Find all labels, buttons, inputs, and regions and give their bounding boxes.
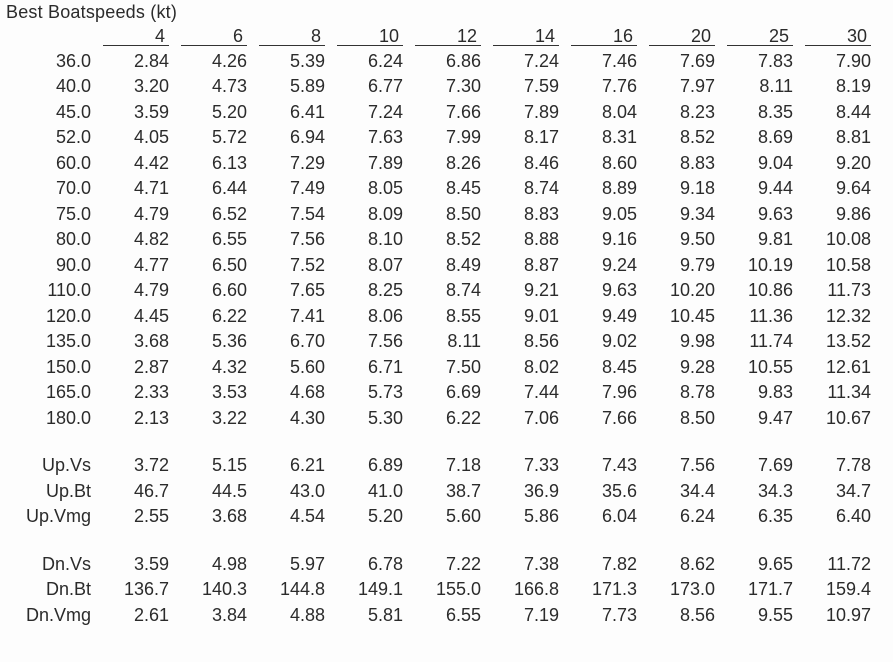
table-cell: 7.29 (289, 152, 326, 173)
table-cell: 6.50 (211, 254, 248, 275)
table-cell: 7.56 (289, 229, 326, 250)
table-cell: 8.49 (445, 254, 482, 275)
table-cell: 9.02 (601, 331, 638, 352)
table-cell: 6.60 (211, 280, 248, 301)
angle-row (26, 278, 871, 304)
wind-speed-header (169, 22, 247, 48)
table-cell: 5.72 (211, 127, 248, 148)
table-cell: 5.20 (367, 506, 404, 527)
table-cell: 10.08 (825, 229, 872, 250)
table-cell: 41.0 (367, 480, 404, 501)
angle-row-label: 165.0 (45, 382, 92, 403)
table-cell: 4.79 (133, 203, 170, 224)
table-cell: 8.02 (523, 356, 560, 377)
table-cell: 7.97 (679, 76, 716, 97)
angle-row-label: 90.0 (55, 254, 92, 275)
table-cell: 5.89 (289, 76, 326, 97)
table-cell: 8.83 (679, 152, 716, 173)
table-cell: 8.26 (445, 152, 482, 173)
table-cell: 11.73 (827, 280, 872, 301)
table-cell: 38.7 (445, 480, 482, 501)
angle-row-label: 135.0 (45, 331, 92, 352)
table-cell: 10.67 (825, 407, 872, 428)
table-cell: 36.9 (523, 480, 560, 501)
table-cell: 6.22 (445, 407, 482, 428)
table-cell: 8.81 (835, 127, 872, 148)
table-cell: 8.11 (447, 331, 482, 352)
table-cell: 11.36 (749, 305, 794, 326)
table-cell: 9.63 (757, 203, 794, 224)
table-cell: 166.8 (513, 579, 560, 600)
table-cell: 4.82 (133, 229, 170, 250)
angle-row (26, 99, 871, 125)
angle-row-label: 110.0 (47, 280, 92, 301)
angle-row-label: 36.0 (55, 50, 92, 71)
table-cell: 6.71 (367, 356, 404, 377)
angle-row-label: 40.0 (55, 76, 92, 97)
table-cell: 10.45 (669, 305, 716, 326)
table-cell: 8.74 (445, 280, 482, 301)
table-cell: 4.71 (133, 178, 170, 199)
wind-speed-label: 4 (103, 27, 169, 46)
table-cell: 6.86 (445, 50, 482, 71)
table-cell: 7.82 (601, 553, 638, 574)
table-cell: 7.59 (523, 76, 560, 97)
table-cell: 7.24 (523, 50, 560, 71)
wind-speed-header-row (26, 22, 871, 48)
table-cell: 7.33 (523, 455, 560, 476)
section-gap (26, 529, 871, 551)
table-cell: 136.7 (123, 579, 170, 600)
table-cell: 7.41 (289, 305, 326, 326)
table-cell: 35.6 (601, 480, 638, 501)
upwind-row (26, 504, 871, 530)
table-cell: 6.78 (367, 553, 404, 574)
table-cell: 9.86 (835, 203, 872, 224)
table-cell: 6.94 (289, 127, 326, 148)
wind-speed-header (325, 22, 403, 48)
table-cell: 9.44 (757, 178, 794, 199)
table-cell: 5.60 (445, 506, 482, 527)
wind-speed-label: 25 (727, 27, 793, 46)
angle-row (26, 405, 871, 431)
table-cell: 4.73 (211, 76, 248, 97)
table-cell: 7.65 (289, 280, 326, 301)
table-cell: 144.8 (279, 579, 326, 600)
table-cell: 3.68 (211, 506, 248, 527)
table-cell: 6.41 (289, 101, 326, 122)
table-cell: 7.24 (367, 101, 404, 122)
wind-speed-label: 20 (649, 27, 715, 46)
angle-row (26, 74, 871, 100)
table-cell: 8.07 (367, 254, 404, 275)
wind-speed-label: 6 (181, 27, 247, 46)
table-cell: 6.24 (367, 50, 404, 71)
wind-speed-header (403, 22, 481, 48)
angle-row-label: 150.0 (45, 356, 92, 377)
table-cell: 8.23 (679, 101, 716, 122)
table-cell: 8.44 (835, 101, 872, 122)
table-cell: 4.77 (133, 254, 170, 275)
table-cell: 171.3 (591, 579, 638, 600)
table-cell: 5.20 (211, 101, 248, 122)
table-cell: 8.46 (523, 152, 560, 173)
table-cell: 9.47 (757, 407, 794, 428)
table-cell: 6.40 (835, 506, 872, 527)
table-cell: 9.79 (679, 254, 716, 275)
table-cell: 3.68 (133, 331, 170, 352)
table-cell: 34.3 (757, 480, 794, 501)
table-cell: 10.19 (747, 254, 794, 275)
table-cell: 6.13 (211, 152, 248, 173)
angle-rows (26, 48, 871, 431)
table-cell: 8.31 (601, 127, 638, 148)
upwind-row (26, 478, 871, 504)
wind-speed-header (637, 22, 715, 48)
table-cell: 7.50 (445, 356, 482, 377)
table-cell: 9.49 (601, 305, 638, 326)
angle-row-label: 120.0 (45, 305, 92, 326)
header-corner (26, 22, 91, 48)
table-cell: 159.4 (825, 579, 872, 600)
table-cell: 7.56 (679, 455, 716, 476)
wind-speed-header (793, 22, 871, 48)
angle-row (26, 201, 871, 227)
wind-speed-label: 12 (415, 27, 481, 46)
table-cell: 4.30 (289, 407, 326, 428)
table-cell: 7.78 (835, 455, 872, 476)
angle-row-label: 180.0 (45, 407, 92, 428)
table-cell: 8.89 (601, 178, 638, 199)
upwind-row (26, 453, 871, 479)
table-cell: 5.73 (367, 382, 404, 403)
table-cell: 8.56 (523, 331, 560, 352)
table-cell: 5.39 (289, 50, 326, 71)
wind-speed-label: 10 (337, 27, 403, 46)
table-cell: 3.59 (133, 101, 170, 122)
table-cell: 2.61 (133, 604, 170, 625)
table-cell: 9.50 (679, 229, 716, 250)
table-cell: 10.58 (825, 254, 872, 275)
table-cell: 6.52 (211, 203, 248, 224)
table-cell: 2.33 (133, 382, 170, 403)
table-cell: 6.04 (601, 506, 638, 527)
table-cell: 7.90 (835, 50, 872, 71)
table-cell: 8.05 (367, 178, 404, 199)
table-cell: 3.53 (211, 382, 248, 403)
table-cell: 8.06 (367, 305, 404, 326)
table-cell: 7.99 (445, 127, 482, 148)
table-cell: 43.0 (289, 480, 326, 501)
table-cell: 7.56 (367, 331, 404, 352)
table-cell: 7.89 (367, 152, 404, 173)
table-cell: 7.43 (601, 455, 638, 476)
angle-row (26, 329, 871, 355)
table-cell: 155.0 (435, 579, 482, 600)
table-cell: 7.54 (289, 203, 326, 224)
upwind-row-label: Up.Vs (42, 455, 92, 476)
table-cell: 4.88 (289, 604, 326, 625)
table-cell: 3.20 (133, 76, 170, 97)
wind-speed-label: 30 (805, 27, 871, 46)
table-cell: 8.17 (523, 127, 560, 148)
wind-speed-header (247, 22, 325, 48)
table-cell: 8.19 (835, 76, 872, 97)
table-cell: 9.05 (601, 203, 638, 224)
table-cell: 8.52 (679, 127, 716, 148)
table-cell: 8.69 (757, 127, 794, 148)
table-cell: 9.64 (835, 178, 872, 199)
table-cell: 11.74 (749, 331, 794, 352)
table-cell: 7.46 (601, 50, 638, 71)
table-cell: 7.63 (367, 127, 404, 148)
table-cell: 7.66 (601, 407, 638, 428)
table-cell: 9.24 (601, 254, 638, 275)
table-cell: 4.98 (211, 553, 248, 574)
angle-row (26, 354, 871, 380)
table-cell: 6.44 (211, 178, 248, 199)
table-cell: 5.36 (211, 331, 248, 352)
table-cell: 8.60 (601, 152, 638, 173)
table-cell: 7.19 (523, 604, 560, 625)
upwind-row-label: Up.Bt (46, 480, 92, 501)
table-cell: 8.78 (679, 382, 716, 403)
angle-row-label: 60.0 (55, 152, 92, 173)
table-cell: 4.68 (289, 382, 326, 403)
table-cell: 8.50 (445, 203, 482, 224)
table-cell: 4.42 (133, 152, 170, 173)
table-cell: 9.55 (757, 604, 794, 625)
table-cell: 8.87 (523, 254, 560, 275)
table-cell: 34.4 (679, 480, 716, 501)
table-cell: 7.66 (445, 101, 482, 122)
table-cell: 8.55 (445, 305, 482, 326)
table-cell: 6.24 (679, 506, 716, 527)
table-cell: 7.89 (523, 101, 560, 122)
table-cell: 8.09 (367, 203, 404, 224)
table-cell: 9.63 (601, 280, 638, 301)
table-cell: 10.20 (669, 280, 716, 301)
downwind-row-label: Dn.Vs (42, 553, 92, 574)
table-cell: 12.32 (825, 305, 872, 326)
table-cell: 8.35 (757, 101, 794, 122)
downwind-rows (26, 551, 871, 628)
table-cell: 5.86 (523, 506, 560, 527)
table-cell: 3.59 (133, 553, 170, 574)
angle-row (26, 252, 871, 278)
table-cell: 13.52 (825, 331, 872, 352)
table-cell: 6.70 (289, 331, 326, 352)
table-cell: 11.34 (827, 382, 872, 403)
table-cell: 7.06 (523, 407, 560, 428)
angle-row (26, 48, 871, 74)
table-cell: 7.22 (445, 553, 482, 574)
table-title: Best Boatspeeds (kt) (6, 2, 178, 22)
table-cell: 6.55 (211, 229, 248, 250)
table-cell: 9.18 (679, 178, 716, 199)
table-cell: 7.69 (679, 50, 716, 71)
spacer-1 (26, 431, 871, 453)
table-cell: 7.44 (523, 382, 560, 403)
table-cell: 4.79 (133, 280, 170, 301)
table-cell: 6.77 (367, 76, 404, 97)
table-cell: 173.0 (669, 579, 716, 600)
angle-row (26, 303, 871, 329)
table-cell: 3.84 (211, 604, 248, 625)
table-cell: 5.30 (367, 407, 404, 428)
table-cell: 7.96 (601, 382, 638, 403)
table-cell: 9.83 (757, 382, 794, 403)
table-cell: 2.13 (133, 407, 170, 428)
angle-row-label: 45.0 (55, 101, 92, 122)
upwind-row-label: Up.Vmg (26, 506, 92, 527)
table-cell: 2.55 (133, 506, 170, 527)
table-cell: 6.55 (445, 604, 482, 625)
table-cell: 8.04 (601, 101, 638, 122)
table-cell: 5.15 (211, 455, 248, 476)
table-cell: 4.32 (211, 356, 248, 377)
table-cell: 8.74 (523, 178, 560, 199)
table-cell: 8.45 (445, 178, 482, 199)
spacer-2 (26, 529, 871, 551)
table-cell: 8.88 (523, 229, 560, 250)
table-cell: 4.54 (289, 506, 326, 527)
angle-row (26, 176, 871, 202)
table-cell: 9.98 (679, 331, 716, 352)
table-cell: 34.7 (835, 480, 872, 501)
downwind-row (26, 577, 871, 603)
table-cell: 9.01 (523, 305, 560, 326)
table-cell: 7.18 (445, 455, 482, 476)
angle-row (26, 125, 871, 151)
table-cell: 3.72 (133, 455, 170, 476)
wind-speed-label: 14 (493, 27, 559, 46)
table-cell: 10.97 (825, 604, 872, 625)
table-cell: 8.62 (679, 553, 716, 574)
section-gap (26, 431, 871, 453)
table-cell: 4.05 (133, 127, 170, 148)
table-cell: 7.76 (601, 76, 638, 97)
angle-row (26, 150, 871, 176)
table-cell: 7.38 (523, 553, 560, 574)
table-cell: 8.56 (679, 604, 716, 625)
wind-speed-label: 8 (259, 27, 325, 46)
table-cell: 2.87 (133, 356, 170, 377)
table-cell: 8.83 (523, 203, 560, 224)
downwind-row (26, 551, 871, 577)
table-cell: 6.35 (757, 506, 794, 527)
table-cell: 9.81 (757, 229, 794, 250)
angle-row (26, 227, 871, 253)
table-cell: 7.52 (289, 254, 326, 275)
table-cell: 8.10 (367, 229, 404, 250)
angle-row-label: 80.0 (55, 229, 92, 250)
table-cell: 6.69 (445, 382, 482, 403)
table-cell: 5.97 (289, 553, 326, 574)
table-cell: 9.65 (757, 553, 794, 574)
angle-row-label: 75.0 (55, 203, 92, 224)
table-cell: 8.45 (601, 356, 638, 377)
angle-row-label: 70.0 (55, 178, 92, 199)
table-cell: 2.84 (133, 50, 170, 71)
table-cell: 9.21 (523, 280, 560, 301)
table-cell: 7.83 (757, 50, 794, 71)
downwind-row-label: Dn.Bt (46, 579, 92, 600)
table-cell: 8.50 (679, 407, 716, 428)
table-cell: 5.60 (289, 356, 326, 377)
table-cell: 9.16 (601, 229, 638, 250)
table-cell: 8.52 (445, 229, 482, 250)
upwind-rows (26, 453, 871, 530)
angle-row (26, 380, 871, 406)
table-cell: 8.25 (367, 280, 404, 301)
table-cell: 171.7 (747, 579, 794, 600)
table-cell: 7.69 (757, 455, 794, 476)
table-cell: 4.45 (133, 305, 170, 326)
wind-speed-header (559, 22, 637, 48)
table-cell: 10.55 (747, 356, 794, 377)
table-cell: 4.26 (211, 50, 248, 71)
table-cell: 7.49 (289, 178, 326, 199)
table-cell: 9.04 (757, 152, 794, 173)
table-cell: 7.30 (445, 76, 482, 97)
table-cell: 7.73 (601, 604, 638, 625)
table-cell: 5.81 (367, 604, 404, 625)
boatspeed-table (26, 22, 871, 628)
table-cell: 12.61 (825, 356, 872, 377)
table-cell: 9.34 (679, 203, 716, 224)
table-cell: 9.20 (835, 152, 872, 173)
wind-speed-header (91, 22, 169, 48)
table-cell: 10.86 (747, 280, 794, 301)
wind-speed-header (715, 22, 793, 48)
wind-speed-label: 16 (571, 27, 637, 46)
downwind-row-label: Dn.Vmg (26, 604, 92, 625)
downwind-row (26, 602, 871, 628)
table-cell: 9.28 (679, 356, 716, 377)
angle-row-label: 52.0 (55, 127, 92, 148)
table-cell: 11.72 (827, 553, 872, 574)
table-cell: 3.22 (211, 407, 248, 428)
table-cell: 6.89 (367, 455, 404, 476)
table-cell: 44.5 (211, 480, 248, 501)
table-cell: 46.7 (133, 480, 170, 501)
table-cell: 6.22 (211, 305, 248, 326)
table-cell: 6.21 (289, 455, 326, 476)
table-cell: 149.1 (357, 579, 404, 600)
table-cell: 140.3 (201, 579, 248, 600)
wind-speed-header (481, 22, 559, 48)
table-cell: 8.11 (759, 76, 794, 97)
